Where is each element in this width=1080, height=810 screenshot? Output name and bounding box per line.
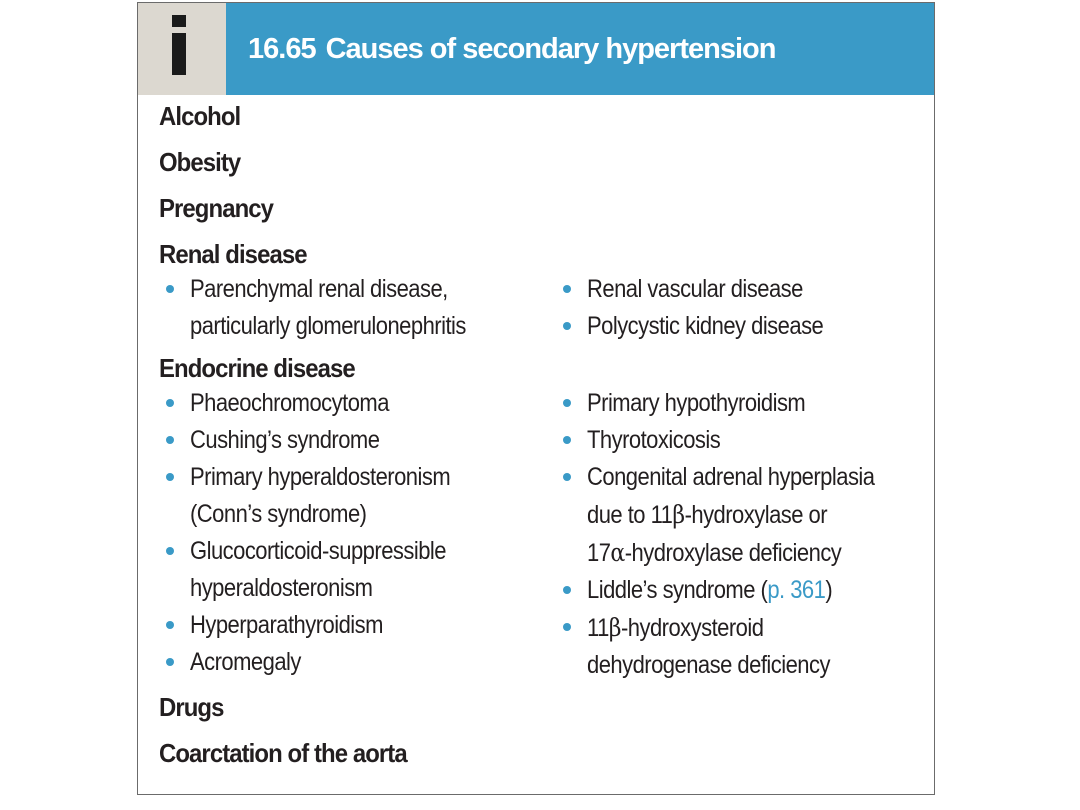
list-item: 11β-hydroxysteroid dehydrogenase deficiency <box>556 609 926 684</box>
heading-coarctation: Coarctation of the aorta <box>159 738 407 768</box>
heading-pregnancy: Pregnancy <box>159 193 274 223</box>
bullet-icon <box>166 436 174 444</box>
heading-obesity: Obesity <box>159 147 241 177</box>
endocrine-list-right <box>556 385 926 684</box>
list-item: Parenchymal renal disease, particularly glomerulonephritis <box>159 271 556 345</box>
bullet-icon <box>563 322 571 330</box>
bullet-icon <box>166 658 174 666</box>
renal-list-right <box>556 271 926 345</box>
box-header <box>138 3 934 95</box>
endocrine-list-left <box>159 385 556 684</box>
list-item: Liddle’s syndrome (p. 361) <box>556 572 926 609</box>
list-item: Hyperparathyroidism <box>159 607 556 644</box>
bullet-icon <box>563 436 571 444</box>
info-icon <box>172 15 186 75</box>
renal-list-left <box>159 271 556 345</box>
list-item: Primary hyperaldosteronism (Conn’s syndrome) <box>159 459 556 533</box>
heading-renal-disease: Renal disease <box>159 239 307 269</box>
box-number: 16.65 <box>248 32 316 65</box>
list-item: Polycystic kidney disease <box>556 308 926 345</box>
bullet-icon <box>563 623 571 631</box>
bullet-icon <box>166 621 174 629</box>
icon-cell <box>138 3 226 95</box>
list-item: Cushing’s syndrome <box>159 422 556 459</box>
bullet-icon <box>166 399 174 407</box>
bullet-icon <box>563 586 571 594</box>
heading-alcohol: Alcohol <box>159 101 241 131</box>
heading-drugs: Drugs <box>159 692 224 722</box>
bullet-icon <box>563 473 571 481</box>
list-item: Acromegaly <box>159 644 556 681</box>
box-title <box>226 3 934 95</box>
heading-endocrine-disease: Endocrine disease <box>159 353 355 383</box>
bullet-icon <box>166 285 174 293</box>
list-item: Renal vascular disease <box>556 271 926 308</box>
bullet-icon <box>563 285 571 293</box>
box-content <box>159 99 934 770</box>
renal-columns <box>159 271 934 345</box>
endocrine-columns <box>159 385 934 684</box>
list-item: Thyrotoxicosis <box>556 422 926 459</box>
bullet-icon <box>166 547 174 555</box>
box-title-text: Causes of secondary hypertension <box>325 32 776 65</box>
list-item: Glucocorticoid-suppressible hyperaldosteronism <box>159 533 556 607</box>
list-item: Primary hypothyroidism <box>556 385 926 422</box>
info-box <box>137 2 935 795</box>
list-item: Congenital adrenal hyperplasia due to 11β-hydroxylase or 17α-hydroxylase deficiency <box>556 459 926 572</box>
bullet-icon <box>166 473 174 481</box>
page-reference-link[interactable]: p. 361 <box>767 576 826 604</box>
list-item: Phaeochromocytoma <box>159 385 556 422</box>
bullet-icon <box>563 399 571 407</box>
